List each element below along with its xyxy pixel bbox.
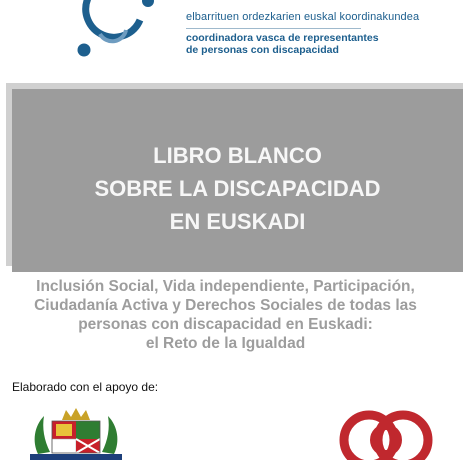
document-title-line: LIBRO BLANCO [153, 143, 322, 168]
organization-divider [186, 28, 361, 29]
document-subtitle-line: Ciudadanía Activa y Derechos Sociales de todas las [34, 297, 417, 314]
organization-name-basque: elbarrituen ordezkarien euskal koordinakundea [186, 11, 420, 23]
support-label: Elaborado con el apoyo de: [12, 380, 159, 394]
document-subtitle-line: el Reto de la Igualdad [145, 335, 306, 352]
organization-header [0, 0, 463, 70]
title-banner [12, 89, 463, 272]
document-title [12, 139, 463, 238]
interlocked-rings-logo-icon [335, 404, 443, 460]
document-subtitle-line: Inclusión Social, Vida independiente, Participación, [36, 278, 415, 295]
document-title-line: SOBRE LA DISCAPACIDAD [94, 176, 381, 201]
document-subtitle-line: personas con discapacidad en Euskadi: [78, 316, 373, 333]
organization-logo-icon [70, 0, 170, 62]
basque-government-crest-icon [30, 408, 122, 460]
document-subtitle [0, 277, 451, 353]
organization-name-spanish-line2: de personas con discapacidad [186, 44, 339, 56]
document-title-line: EN EUSKADI [169, 209, 306, 234]
organization-name-spanish-line1: coordinadora vasca de representantes [186, 32, 379, 44]
